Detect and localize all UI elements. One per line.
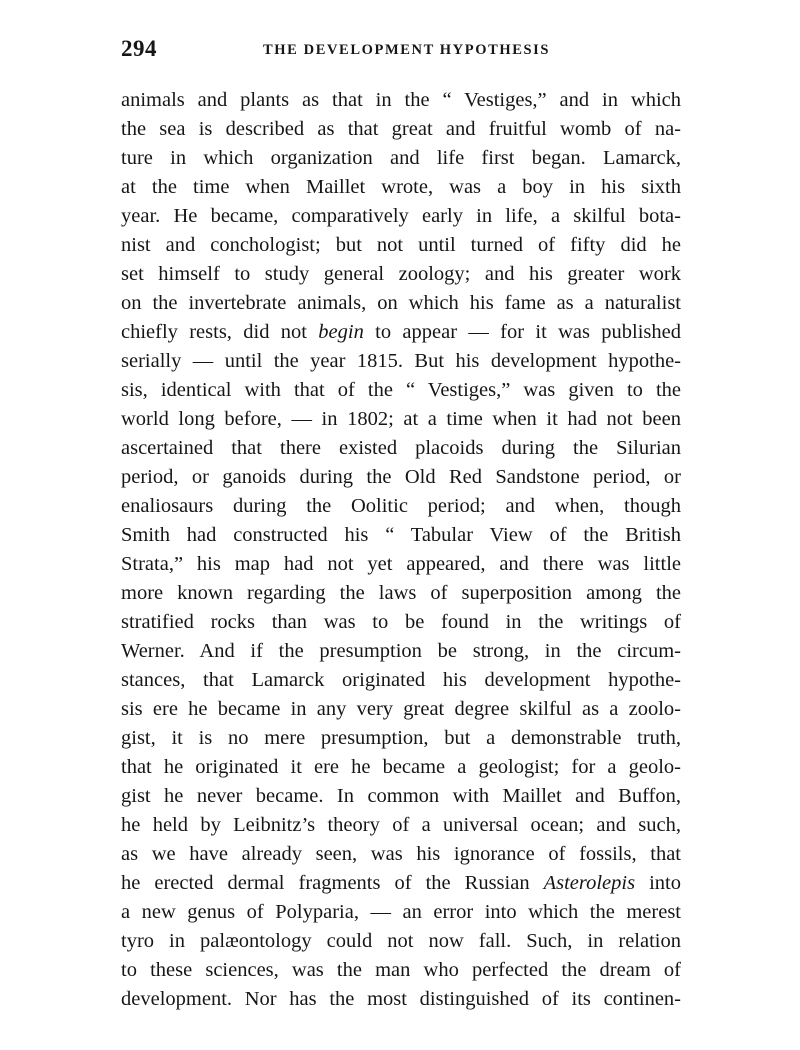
text-line: the sea is described as that great and fruitful womb of na-	[121, 118, 681, 140]
text-line: tyro in palæontology could not now fall. Such, in relation	[121, 930, 681, 952]
text-segment: he erected dermal fragments of the Russian	[121, 872, 544, 894]
text-line: Smith had constructed his “ Tabular View of the British	[121, 524, 681, 546]
text-line: sis, identical with that of the “ Vestiges,” was given to the	[121, 379, 681, 401]
text-line: stratified rocks than was to be found in the writings of	[121, 611, 681, 633]
text-segment: to appear — for it was published	[363, 321, 681, 343]
running-head	[121, 36, 681, 66]
text-line: enaliosaurs during the Oolitic period; and when, though	[121, 495, 681, 517]
text-line: on the invertebrate animals, on which his fame as a naturalist	[121, 292, 681, 314]
text-line: animals and plants as that in the “ Vestiges,” and in which	[121, 89, 681, 111]
text-line: that he originated it ere he became a geologist; for a geolo-	[121, 756, 681, 778]
text-line: ture in which organization and life first began. Lamarck,	[121, 147, 681, 169]
text-segment: into	[635, 872, 681, 894]
text-line: stances, that Lamarck originated his development hypothe-	[121, 669, 681, 691]
italic-word: begin	[318, 321, 364, 343]
text-segment: chiefly rests, did not	[121, 321, 319, 343]
text-line: ascertained that there existed placoids during the Silurian	[121, 437, 681, 459]
text-line: more known regarding the laws of superposition among the	[121, 582, 681, 604]
text-line: gist he never became. In common with Maillet and Buffon,	[121, 785, 681, 807]
text-line: gist, it is no mere presumption, but a demonstrable truth,	[121, 727, 681, 749]
text-line: Werner. And if the presumption be strong, in the circum-	[121, 640, 681, 662]
text-line: a new genus of Polyparia, — an error into which the merest	[121, 901, 681, 923]
text-line: nist and conchologist; but not until turned of fifty did he	[121, 234, 681, 256]
italic-word: Asterolepis	[543, 872, 636, 894]
text-line: at the time when Maillet wrote, was a boy in his sixth	[121, 176, 681, 198]
page-number: 294	[121, 36, 157, 61]
running-title: THE DEVELOPMENT HYPOTHESIS	[263, 42, 551, 58]
body-text	[121, 86, 681, 1014]
text-line: sis ere he became in any very great degree skilful as a zoolo-	[121, 698, 681, 720]
text-line: as we have already seen, was his ignorance of fossils, that	[121, 843, 681, 865]
text-line: world long before, — in 1802; at a time when it had not been	[121, 408, 681, 430]
text-line: development. Nor has the most distinguished of its continen-	[121, 988, 681, 1010]
text-line: he held by Leibnitz’s theory of a universal ocean; and such,	[121, 814, 681, 836]
text-line-with-italic	[121, 318, 681, 347]
text-line: year. He became, comparatively early in life, a skilful bota-	[121, 205, 681, 227]
text-line: set himself to study general zoology; and his greater work	[121, 263, 681, 285]
text-line-with-italic	[121, 869, 681, 898]
text-line: Strata,” his map had not yet appeared, and there was little	[121, 553, 681, 575]
text-line: to these sciences, was the man who perfected the dream of	[121, 959, 681, 981]
text-line: period, or ganoids during the Old Red Sandstone period, or	[121, 466, 681, 488]
text-line: serially — until the year 1815. But his development hypothe-	[121, 350, 681, 372]
